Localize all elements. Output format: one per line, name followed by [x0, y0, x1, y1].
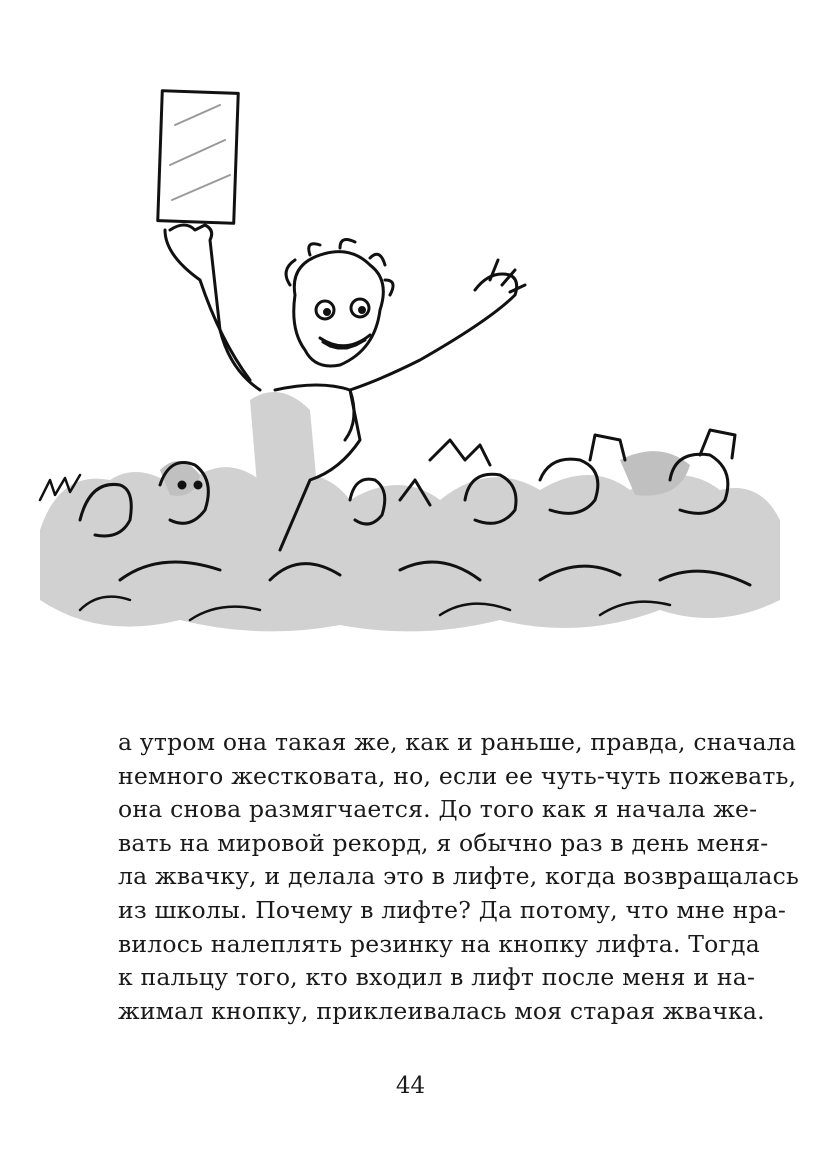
- text-line: а утром она такая же, как и раньше, правда, сначала: [118, 728, 797, 756]
- cheering-crowd-illustration: [20, 80, 801, 650]
- text-line: жимал кнопку, приклеивалась моя старая жвачка.: [118, 996, 765, 1025]
- text-line: немного жестковата, но, если ее чуть-чуть пожевать,: [118, 761, 797, 790]
- text-line: вать на мировой рекорд, я обычно раз в день меня-: [118, 828, 769, 857]
- page-number: 44: [395, 1073, 426, 1099]
- text-line: вилось налеплять резинку на кнопку лифта. Тогда: [118, 929, 760, 958]
- text-line: к пальцу того, кто входил в лифт после меня и на-: [118, 963, 756, 992]
- text-line: из школы. Почему в лифте? Да потому, что мне нра-: [118, 895, 787, 924]
- text-line: она снова размягчается. До того как я начала же-: [118, 795, 758, 824]
- body-text: [118, 726, 799, 1028]
- text-line: ла жвачку, и делала это в лифте, когда возвращалась: [118, 862, 799, 891]
